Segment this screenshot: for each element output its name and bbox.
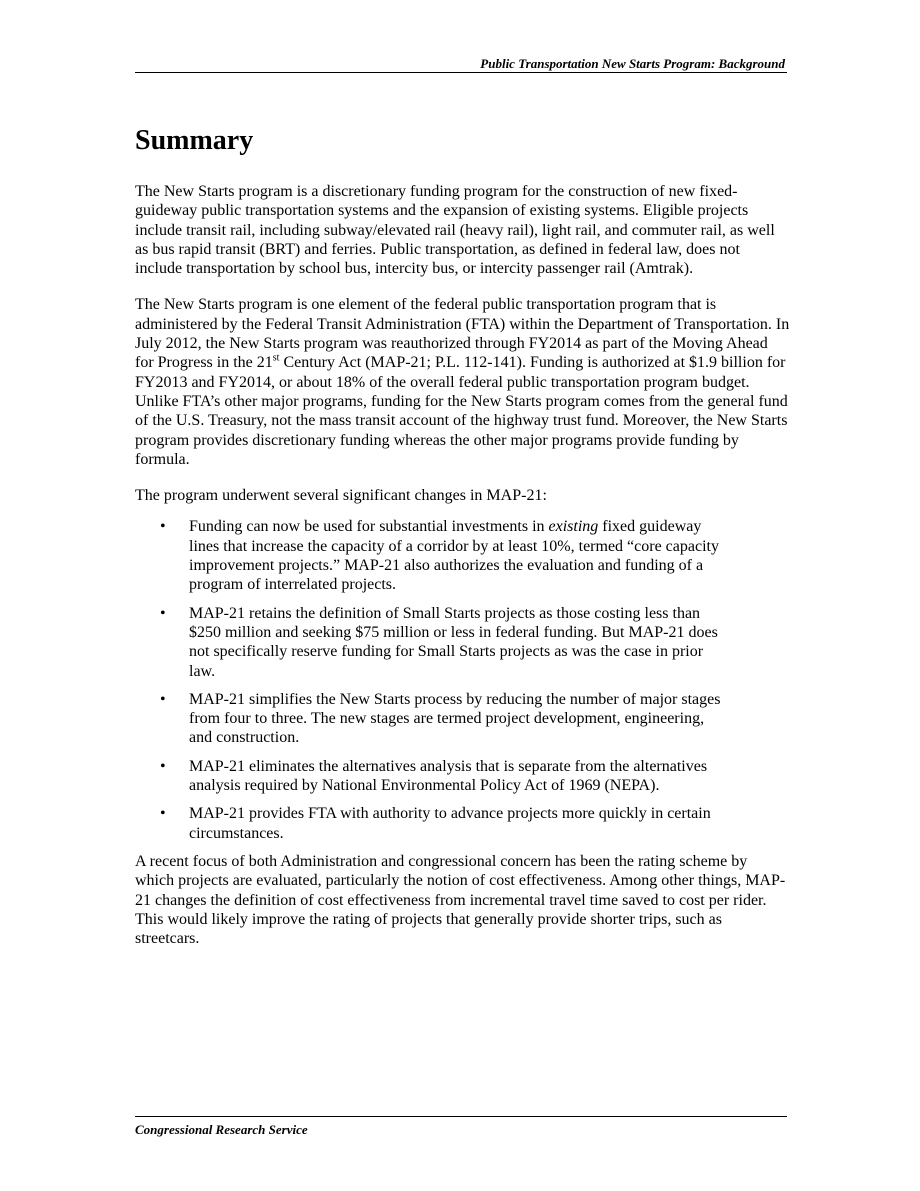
bullet-glyph: • xyxy=(160,604,166,622)
bullet-1-text-b: fixed guideway lines that increase the capacity of a corridor by at least 10%, termed “core capacity improvement projects.” MAP-21 also authorizes the evaluation and funding of a program of interrelated projects. xyxy=(189,518,719,594)
page-header xyxy=(135,52,787,73)
bullet-glyph: • xyxy=(160,805,166,823)
map21-changes-list xyxy=(135,517,790,842)
summary-heading: Summary xyxy=(135,125,254,156)
list-item xyxy=(135,690,729,748)
ordinal-suffix: st xyxy=(272,353,280,365)
running-head: Public Transportation New Starts Program: Background xyxy=(480,56,785,71)
summary-paragraph-2 xyxy=(135,295,790,469)
bullet-2-text: MAP-21 retains the definition of Small Starts projects as those costing less than $250 million and seeking $75 million or less in federal funding. But MAP-21 does not specifically reserve funding for Small Starts projects as was the case in prior law. xyxy=(189,604,718,680)
list-item xyxy=(135,604,729,681)
summary-paragraph-1: The New Starts program is a discretionary funding program for the construction of new fixed-guideway public transportation systems and the expansion of existing systems. Eligible projects include transit rail, including subway/elevated rail (heavy rail), light rail, and commuter rail, as well as bus rapid transit (BRT) and ferries. Public transportation, as defined in federal law, does not include transportation by school bus, intercity bus, or intercity passenger rail (Amtrak). xyxy=(135,183,775,278)
footer-text: Congressional Research Service xyxy=(135,1122,308,1137)
bullet-glyph: • xyxy=(160,757,166,775)
summary-paragraph-4: A recent focus of both Administration and congressional concern has been the rating scheme by which projects are evaluated, particularly the notion of cost effectiveness. Among other things, MAP-21 changes the definition of cost effectiveness from incremental travel time saved to cost per rider. This would likely improve the rating of projects that generally provide shorter trips, such as streetcars. xyxy=(135,852,786,948)
list-item xyxy=(135,804,729,843)
summary-paragraph-3: The program underwent several significant changes in MAP-21: xyxy=(135,487,547,505)
main-content xyxy=(135,122,790,965)
emphasis-existing: existing xyxy=(548,518,599,536)
list-item xyxy=(135,517,729,594)
paragraph-2-text-a: The New Starts program is one element of the federal public transportation program that is administered by the Federal Transit Administration (FTA) within the Department of Transportation. In July 2012, the New Starts program was reauthorized through FY2014 as part of the Moving Ahead for Progress in the 21 xyxy=(135,296,790,372)
bullet-5-text: MAP-21 provides FTA with authority to advance projects more quickly in certain circumstances. xyxy=(189,805,711,842)
bullet-1-text-a: Funding can now be used for substantial investments in xyxy=(189,518,549,536)
paragraph-2-text-b: Century Act (MAP-21; P.L. 112-141). Funding is authorized at $1.9 billion for FY2013 and FY2014, or about 18% of the overall federal public transportation program budget. Unlike FTA’s other major programs, funding for the New Starts program comes from the general fund of the U.S. Treasury, not the mass transit account of the highway trust fund. Moreover, the New Starts program provides discretionary funding whereas the other major programs provide funding by formula. xyxy=(135,354,788,468)
bullet-4-text: MAP-21 eliminates the alternatives analysis that is separate from the alternatives analysis required by National Environmental Policy Act of 1969 (NEPA). xyxy=(189,757,708,795)
bullet-glyph: • xyxy=(160,518,166,536)
page-footer xyxy=(135,1116,787,1138)
bullet-glyph: • xyxy=(160,690,166,708)
list-item xyxy=(135,757,729,796)
bullet-3-text: MAP-21 simplifies the New Starts process by reducing the number of major stages from four to three. The new stages are termed project development, engineering, and construction. xyxy=(189,690,721,747)
